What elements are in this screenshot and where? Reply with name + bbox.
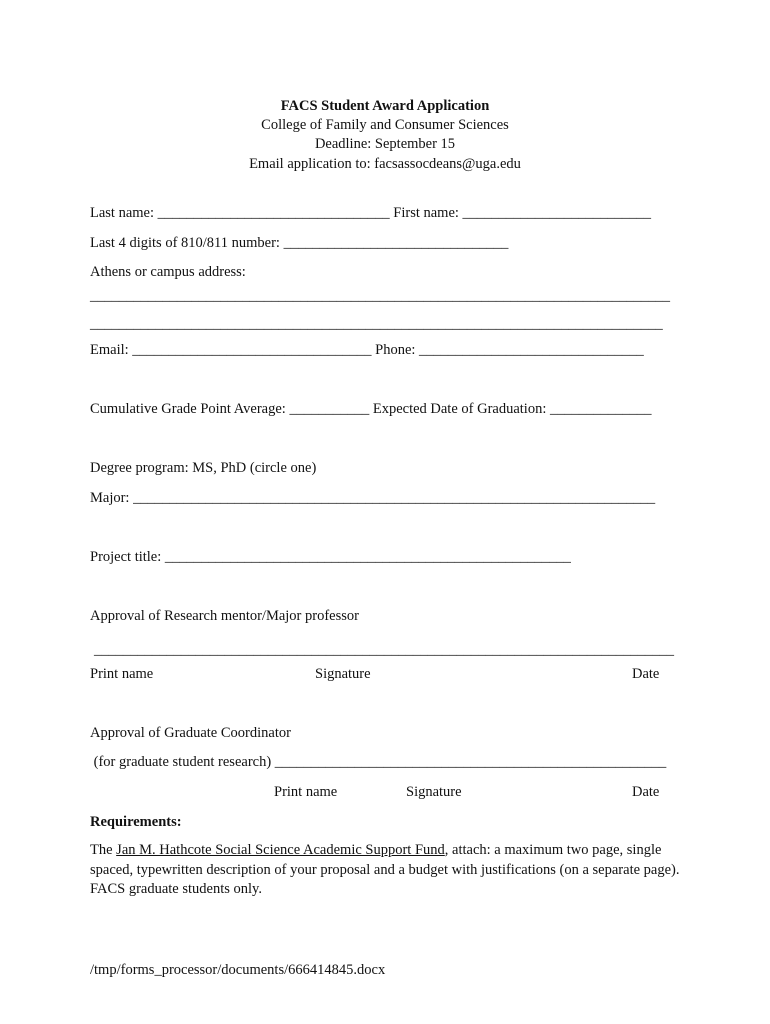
coordinator-approval-heading: Approval of Graduate Coordinator — [90, 725, 291, 741]
requirements-intro: The — [90, 842, 117, 858]
email-phone-field-line[interactable]: Email: _________________________________ Phone: _______________________________ — [90, 342, 644, 358]
mentor-date-label: Date — [632, 666, 660, 682]
email-instructions: Email application to: facsassocdeans@uga.edu — [249, 156, 521, 172]
college-name: College of Family and Consumer Sciences — [261, 117, 509, 133]
mentor-print-name-label: Print name — [90, 666, 154, 682]
name-field-line[interactable]: Last name: ________________________________ First name: __________________________ — [90, 205, 652, 221]
address-label: Athens or campus address: — [90, 264, 246, 280]
mentor-signature-line[interactable]: ________________________________________________________________________________ — [94, 642, 674, 658]
requirements-heading: Requirements: — [90, 814, 182, 830]
id-number-field-line[interactable]: Last 4 digits of 810/811 number: _______________________________ — [90, 235, 509, 251]
deadline-text: Deadline: September 15 — [314, 136, 456, 152]
coordinator-print-name-label: Print name — [274, 784, 338, 800]
major-field-line[interactable]: Major: ________________________________________________________________________ — [90, 490, 656, 506]
coordinator-date-label: Date — [632, 784, 660, 800]
fund-name-link[interactable]: Jan M. Hathcote Social Science Academic Support Fund — [116, 842, 445, 858]
project-title-field-line[interactable]: Project title: ________________________________________________________ — [90, 549, 571, 565]
address-line-2[interactable]: _______________________________________________________________________________ — [90, 316, 663, 332]
mentor-signature-label: Signature — [315, 666, 371, 682]
coordinator-signature-line[interactable]: (for graduate student research) ______________________________________________________ — [90, 754, 667, 770]
coordinator-signature-label: Signature — [406, 784, 462, 800]
gpa-graduation-field-line[interactable]: Cumulative Grade Point Average: ___________ Expected Date of Graduation: ______________ — [90, 401, 652, 417]
requirements-body: , attach: a maximum two page, single spaced, typewritten description of your proposal and a budget with justifications (on a separate page). FACS graduate students only. — [90, 842, 680, 897]
address-line-1[interactable]: ________________________________________________________________________________ — [90, 288, 670, 304]
form-title: FACS Student Award Application — [280, 98, 490, 114]
footer-file-path: /tmp/forms_processor/documents/666414845.docx — [90, 962, 386, 978]
degree-program-line: Degree program: MS, PhD (circle one) — [90, 460, 317, 476]
mentor-approval-heading: Approval of Research mentor/Major professor — [90, 608, 359, 624]
requirements-paragraph — [90, 841, 680, 900]
